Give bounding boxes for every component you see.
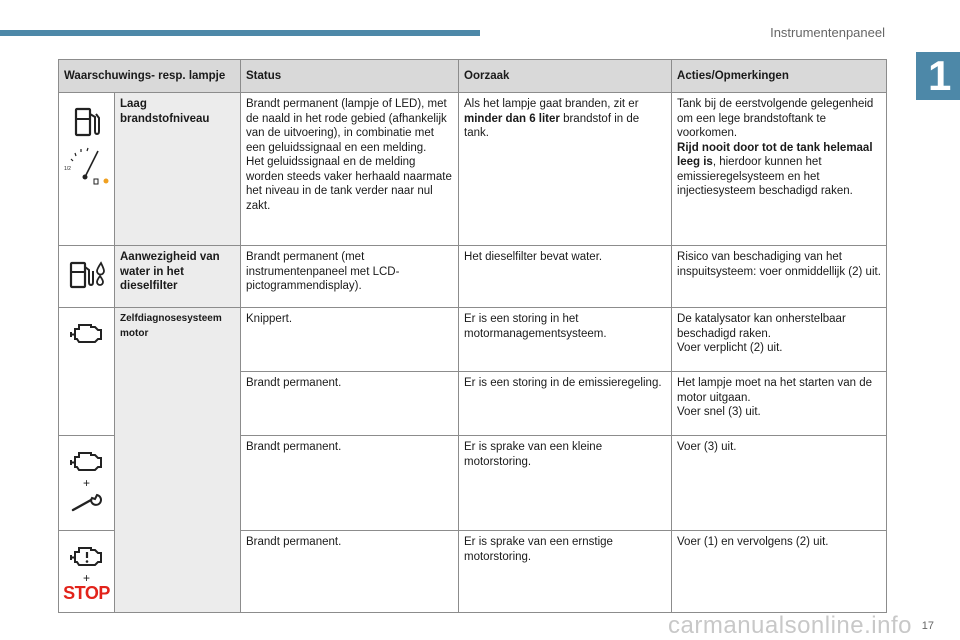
chapter-tab	[916, 52, 960, 100]
table-row-engine-flashing	[59, 308, 887, 372]
icon-cell-engine-minor-fault	[59, 436, 115, 531]
status-water-in-diesel: Brandt permanent (met instrumentenpaneel met LCD-pictogrammendisplay).	[241, 246, 459, 308]
cause-engine-emission: Er is een storing in de emissieregeling.	[459, 372, 672, 436]
fuel-gauge-icon	[62, 143, 112, 187]
column-header-lamp: Waarschuwings- resp. lampje	[59, 60, 241, 93]
table-row-water-in-diesel	[59, 246, 887, 308]
table-header-row	[59, 60, 887, 93]
action-text: Tank bij de eerstvolgende gelegenheid om een lege brandstoftank te voorkomen.	[677, 98, 874, 139]
header-rule	[0, 30, 480, 36]
column-header-action: Acties/Opmerkingen	[672, 60, 887, 93]
action-low-fuel	[672, 93, 887, 246]
icon-cell-engine-check	[59, 308, 115, 436]
status-text: Brandt permanent (lampje of LED), met de naald in het rode gebied (afhankelijk van de uitvoering), in combinatie met een geluidssignaal en een melding.	[246, 98, 447, 154]
action-text: Voer snel (3) uit.	[677, 406, 761, 418]
fuel-pump-icon	[72, 105, 102, 139]
column-header-status: Status	[241, 60, 459, 93]
lamp-name-engine-self-diagnosis: Zelfdiagnosesysteem motor	[115, 308, 241, 613]
engine-check-icon	[69, 320, 105, 346]
status-engine-flashing: Knippert.	[241, 308, 459, 372]
status-engine-emission: Brandt permanent.	[241, 372, 459, 436]
action-emphasis: Rijd nooit door tot de tank helemaal leeg is	[677, 141, 873, 168]
action-text: Het lampje moet na het starten van de motor uitgaan.	[677, 377, 872, 404]
engine-check-icon	[69, 448, 105, 474]
cause-text: brandstof in de tank.	[464, 112, 640, 139]
cause-text: Als het lampje gaat branden, zit er	[464, 98, 639, 110]
gauge-half-label: 1/2	[63, 166, 71, 172]
action-engine-emission	[672, 372, 887, 436]
icon-cell-engine-major-fault	[59, 531, 115, 613]
action-engine-major-fault: Voer (1) en vervolgens (2) uit.	[672, 531, 887, 613]
cause-engine-major-fault: Er is sprake van een ernstige motorstoring.	[459, 531, 672, 613]
action-text: De katalysator kan onherstelbaar beschadigd raken.	[677, 313, 846, 340]
stop-icon: STOP	[63, 583, 110, 603]
plus-sign: +	[82, 476, 90, 490]
action-text: Voer verplicht (2) uit.	[677, 342, 783, 354]
icon-cell-water-in-diesel	[59, 246, 115, 308]
status-text: Het geluidssignaal en de melding worden steeds vaker herhaald naarmate het niveau in de tank verder naar nul zakt.	[246, 156, 452, 212]
status-engine-minor-fault: Brandt permanent.	[241, 436, 459, 531]
wrench-icon	[69, 492, 105, 514]
action-engine-flashing	[672, 308, 887, 372]
cause-low-fuel	[459, 93, 672, 246]
warning-lights-table	[58, 59, 887, 613]
water-in-diesel-icon	[67, 258, 107, 292]
icon-cell-low-fuel	[59, 93, 115, 246]
engine-warning-icon	[69, 543, 105, 569]
status-engine-major-fault: Brandt permanent.	[241, 531, 459, 613]
table-row-low-fuel	[59, 93, 887, 246]
cause-emphasis: minder dan 6 liter	[464, 112, 560, 125]
lamp-name-low-fuel: Laag brandstofniveau	[115, 93, 241, 246]
cause-engine-flashing: Er is een storing in het motormanagementsysteem.	[459, 308, 672, 372]
watermark: carmanualsonline.info	[668, 612, 912, 639]
warning-lights-table-container	[58, 59, 886, 613]
cause-engine-minor-fault: Er is sprake van een kleine motorstoring.	[459, 436, 672, 531]
column-header-cause: Oorzaak	[459, 60, 672, 93]
action-engine-minor-fault: Voer (3) uit.	[672, 436, 887, 531]
chapter-number: 1	[928, 52, 952, 99]
page-number: 17	[921, 620, 934, 632]
status-low-fuel	[241, 93, 459, 246]
plus-sign: +	[82, 571, 90, 585]
action-water-in-diesel: Risico van beschadiging van het inspuitsysteem: voer onmiddellijk (2) uit.	[672, 246, 887, 308]
action-text: , hierdoor kunnen het emissieregelsysteem en het injectiesysteem beschadigd raken.	[677, 156, 853, 197]
section-title: Instrumentenpaneel	[770, 25, 885, 40]
lamp-name-water-in-diesel: Aanwezigheid van water in het dieselfilter	[115, 246, 241, 308]
cause-water-in-diesel: Het dieselfilter bevat water.	[459, 246, 672, 308]
